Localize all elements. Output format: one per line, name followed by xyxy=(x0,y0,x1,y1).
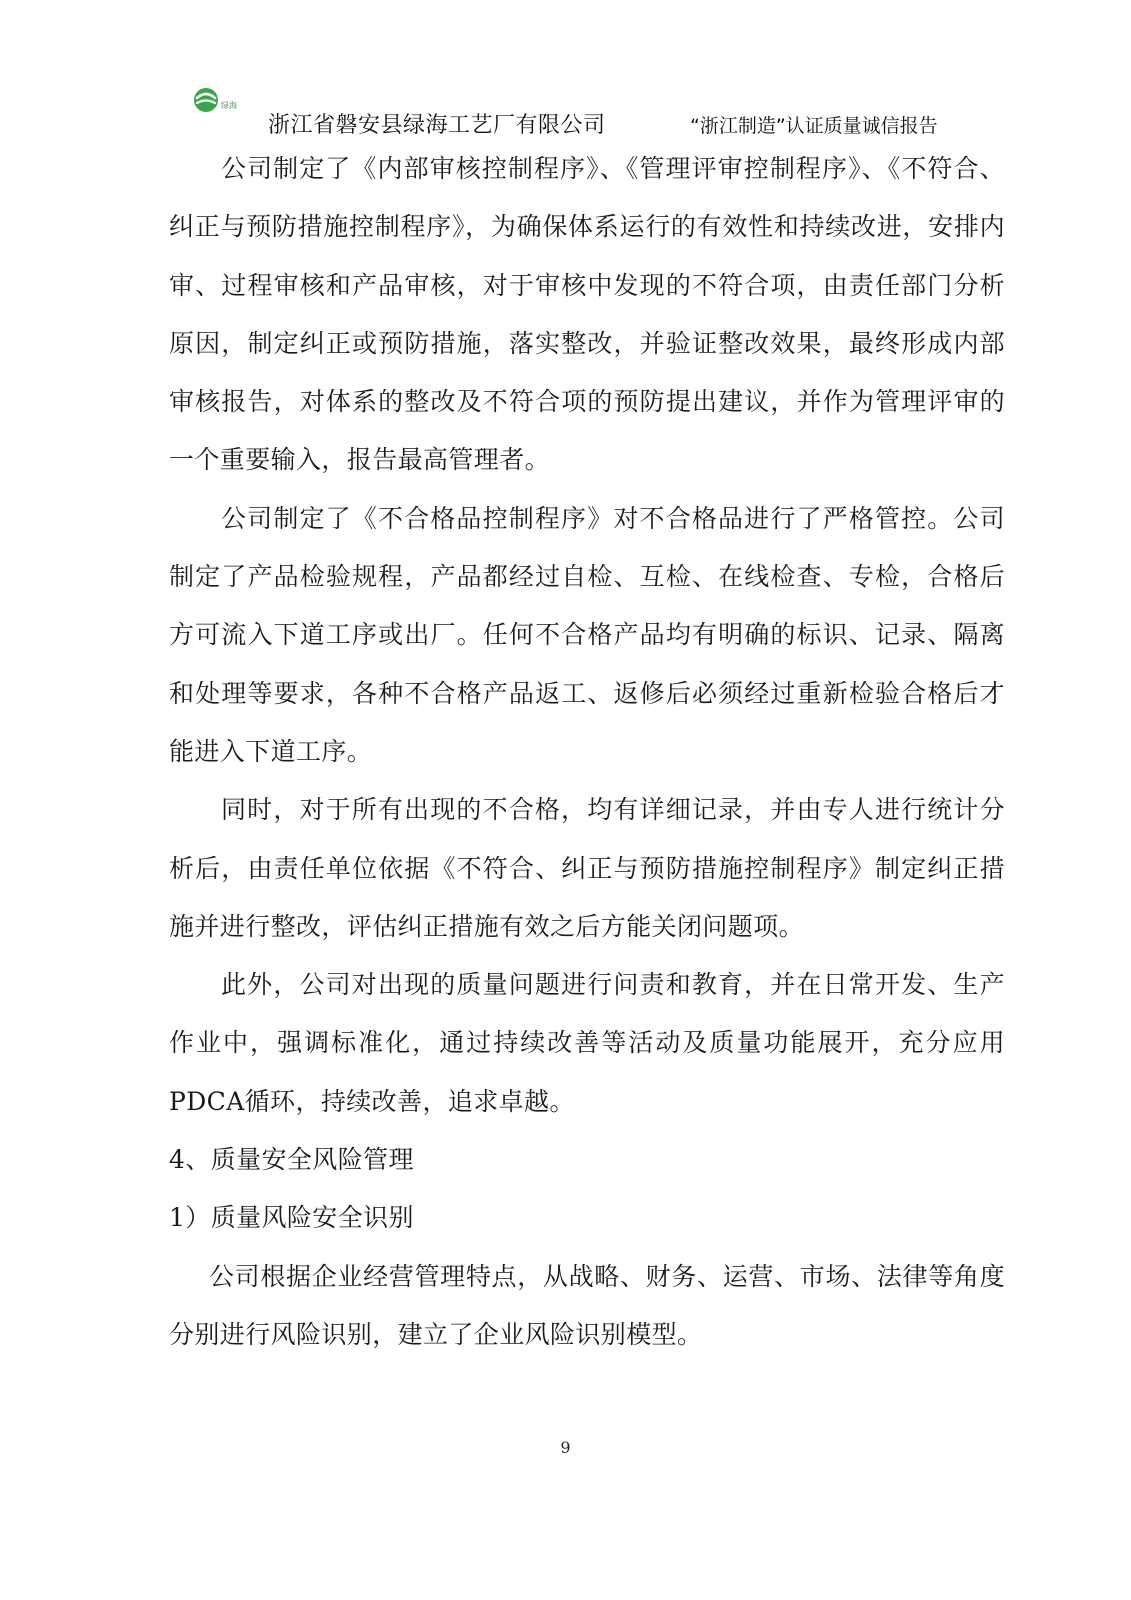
paragraph-internal-audit: 公司制定了《内部审核控制程序》、《管理评审控制程序》、《不符合、纠正与预防措施控制程序》，为确保体系运行的有效性和持续改进，安排内审、过程审核和产品审核，对于审核中发现的不符合项，由责任部门分析原因，制定纠正或预防措施，落实整改，并验证整改效果，最终形成内部审核报告，对体系的整改及不符合项的预防提出建议，并作为管理评审的一个重要输入，报告最高管理者。 xyxy=(169,154,1005,475)
subsection-heading-risk-identification: 1）质量风险安全识别 xyxy=(169,1203,414,1233)
company-logo xyxy=(192,86,246,118)
paragraph-nonconformance-records: 同时，对于所有出现的不合格，均有详细记录，并由专人进行统计分析后，由责任单位依据《不符合、纠正与预防措施控制程序》制定纠正措施并进行整改，评估纠正措施有效之后方能关闭问题项。 xyxy=(169,795,1005,941)
company-name: 浙江省磐安县绿海工艺厂有限公司 xyxy=(268,113,606,138)
logo-text: 绿海 xyxy=(221,101,237,110)
paragraph-nonconforming-control: 公司制定了《不合格品控制程序》对不合格品进行了严格管控。公司制定了产品检验规程，产品都经过自检、互检、在线检查、专检，合格后方可流入下道工序或出厂。任何不合格产品均有明确的标识、记录、隔离和处理等要求，各种不合格产品返工、返修后必须经过重新检验合格后才能进入下道工序。 xyxy=(169,503,1005,766)
report-title: “浙江制造”认证质量诚信报告 xyxy=(690,115,938,137)
page-number: 9 xyxy=(560,1438,571,1457)
page-body xyxy=(169,140,1005,1364)
paragraph-risk-identification: 公司根据企业经营管理特点，从战略、财务、运营、市场、法律等角度分别进行风险识别，建立了企业风险识别模型。 xyxy=(169,1261,1005,1349)
page-header xyxy=(0,0,1131,150)
section-heading-risk-management: 4、质量安全风险管理 xyxy=(169,1145,414,1175)
paragraph-accountability: 此外，公司对出现的质量问题进行问责和教育，并在日常开发、生产作业中，强调标准化，通过持续改善等活动及质量功能展开，充分应用PDCA循环，持续改善，追求卓越。 xyxy=(169,970,1005,1116)
